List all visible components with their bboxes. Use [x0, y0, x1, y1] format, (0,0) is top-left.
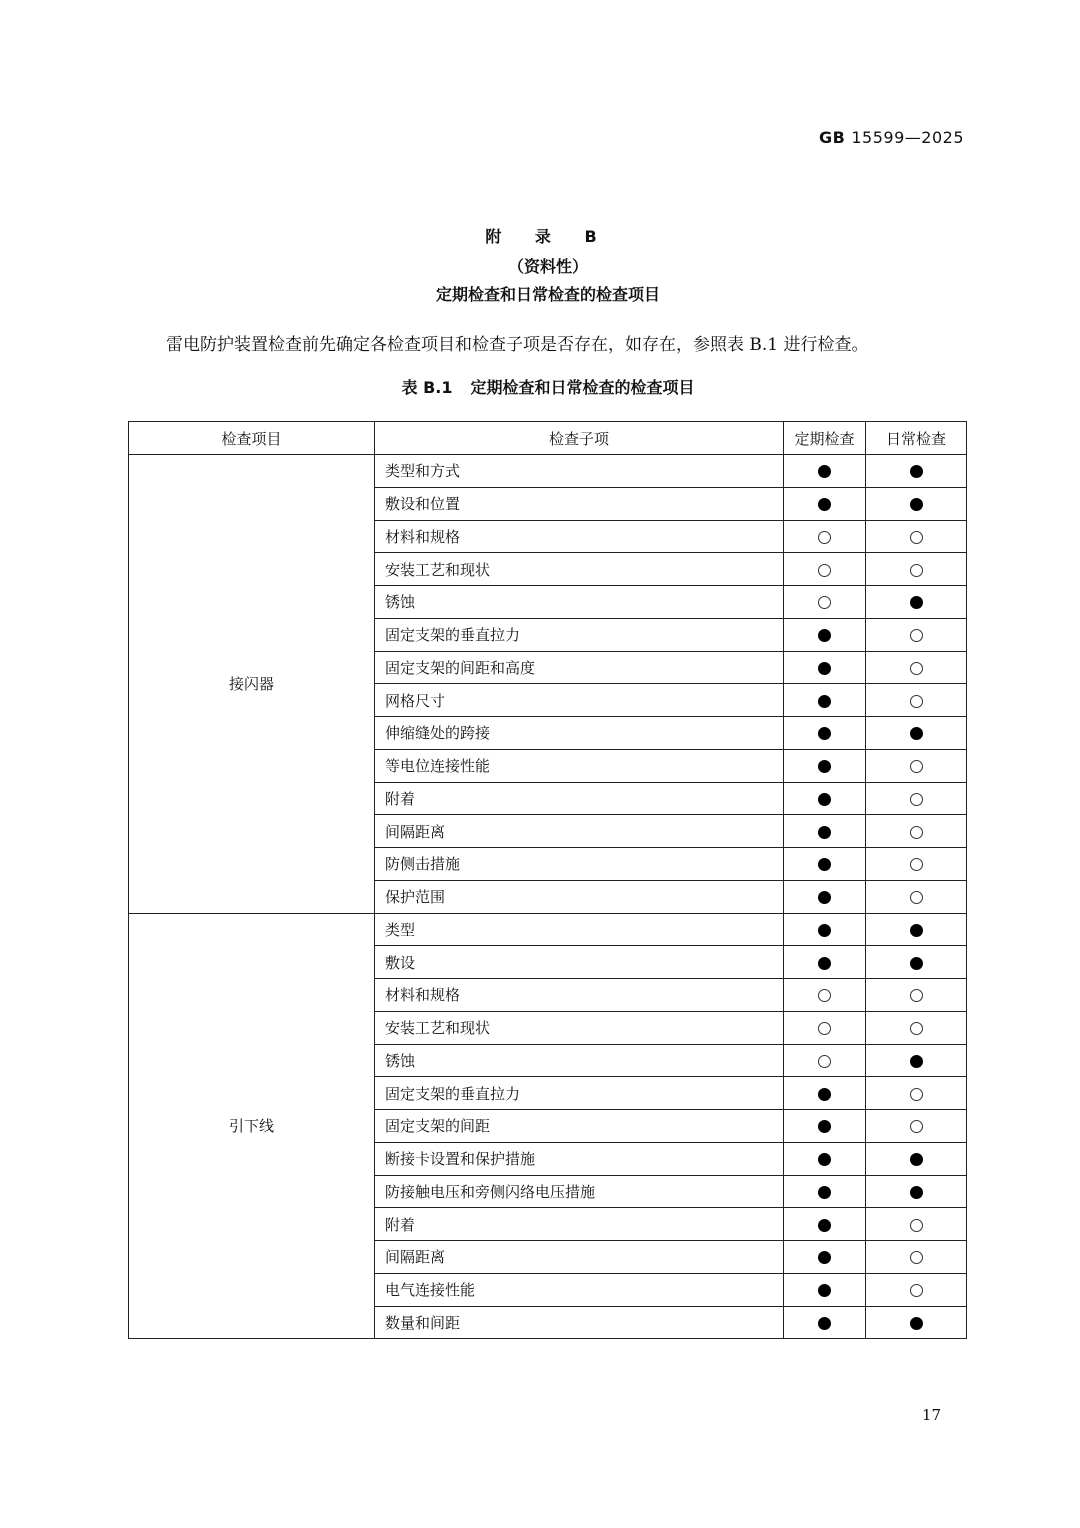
inspection-subitem: 断接卡设置和保护措施: [375, 1142, 784, 1175]
inspection-subitem: 固定支架的垂直拉力: [375, 618, 784, 651]
appendix-title: 附 录 B: [485, 227, 611, 246]
open-circle-icon: [910, 564, 923, 577]
periodic-check-cell: [784, 979, 866, 1012]
inspection-subitem: 固定支架的垂直拉力: [375, 1077, 784, 1110]
daily-check-cell: [866, 1306, 967, 1339]
inspection-subitem: 伸缩缝处的跨接: [375, 717, 784, 750]
periodic-check-cell: [784, 586, 866, 619]
filled-circle-icon: [818, 760, 831, 773]
appendix-subject: 定期检查和日常检查的检查项目: [435, 285, 660, 304]
inspection-subitem: 锈蚀: [375, 586, 784, 619]
open-circle-icon: [910, 826, 923, 839]
filled-circle-icon: [910, 957, 923, 970]
filled-circle-icon: [818, 695, 831, 708]
filled-circle-icon: [910, 498, 923, 511]
col-header-subitem: 检查子项: [375, 422, 784, 455]
periodic-check-cell: [784, 520, 866, 553]
periodic-check-cell: [784, 684, 866, 717]
open-circle-icon: [910, 858, 923, 871]
open-circle-icon: [910, 1251, 923, 1264]
filled-circle-icon: [818, 793, 831, 806]
inspection-subitem: 网格尺寸: [375, 684, 784, 717]
inspection-subitem: 敷设: [375, 946, 784, 979]
inspection-item: 引下线: [129, 913, 375, 1339]
col-header-daily: 日常检查: [866, 422, 967, 455]
inspection-subitem: 电气连接性能: [375, 1273, 784, 1306]
filled-circle-icon: [818, 1186, 831, 1199]
open-circle-icon: [818, 1022, 831, 1035]
open-circle-icon: [910, 629, 923, 642]
periodic-check-cell: [784, 618, 866, 651]
periodic-check-cell: [784, 1142, 866, 1175]
open-circle-icon: [910, 662, 923, 675]
filled-circle-icon: [818, 858, 831, 871]
daily-check-cell: [866, 979, 967, 1012]
open-circle-icon: [910, 1120, 923, 1133]
filled-circle-icon: [910, 727, 923, 740]
filled-circle-icon: [818, 957, 831, 970]
daily-check-cell: [866, 848, 967, 881]
open-circle-icon: [818, 989, 831, 1002]
appendix-nature: （资料性）: [507, 257, 588, 276]
filled-circle-icon: [818, 727, 831, 740]
filled-circle-icon: [818, 1251, 831, 1264]
standard-prefix: GB: [819, 128, 846, 147]
filled-circle-icon: [818, 498, 831, 511]
daily-check-cell: [866, 487, 967, 520]
inspection-subitem: 保护范围: [375, 880, 784, 913]
daily-check-cell: [866, 1208, 967, 1241]
open-circle-icon: [910, 1219, 923, 1232]
daily-check-cell: [866, 618, 967, 651]
col-header-periodic: 定期检查: [784, 422, 866, 455]
col-header-item: 检查项目: [129, 422, 375, 455]
daily-check-cell: [866, 651, 967, 684]
inspection-subitem: 材料和规格: [375, 979, 784, 1012]
periodic-check-cell: [784, 1110, 866, 1143]
filled-circle-icon: [818, 1284, 831, 1297]
daily-check-cell: [866, 717, 967, 750]
inspection-subitem: 防接触电压和旁侧闪络电压措施: [375, 1175, 784, 1208]
periodic-check-cell: [784, 749, 866, 782]
inspection-subitem: 敷设和位置: [375, 487, 784, 520]
open-circle-icon: [818, 1055, 831, 1068]
table-body: [129, 455, 967, 1339]
periodic-check-cell: [784, 717, 866, 750]
periodic-check-cell: [784, 1044, 866, 1077]
periodic-check-cell: [784, 1273, 866, 1306]
daily-check-cell: [866, 1044, 967, 1077]
inspection-subitem: 安装工艺和现状: [375, 553, 784, 586]
periodic-check-cell: [784, 455, 866, 488]
daily-check-cell: [866, 913, 967, 946]
appendix-titles: [0, 224, 1080, 310]
inspection-subitem: 固定支架的间距和高度: [375, 651, 784, 684]
open-circle-icon: [818, 531, 831, 544]
filled-circle-icon: [818, 1120, 831, 1133]
daily-check-cell: [866, 520, 967, 553]
periodic-check-cell: [784, 1077, 866, 1110]
periodic-check-cell: [784, 1241, 866, 1274]
open-circle-icon: [910, 760, 923, 773]
inspection-subitem: 锈蚀: [375, 1044, 784, 1077]
filled-circle-icon: [818, 1317, 831, 1330]
daily-check-cell: [866, 1011, 967, 1044]
open-circle-icon: [818, 596, 831, 609]
inspection-subitem: 类型和方式: [375, 455, 784, 488]
filled-circle-icon: [910, 1055, 923, 1068]
daily-check-cell: [866, 684, 967, 717]
inspection-subitem: 附着: [375, 782, 784, 815]
filled-circle-icon: [818, 1088, 831, 1101]
filled-circle-icon: [818, 1219, 831, 1232]
filled-circle-icon: [818, 662, 831, 675]
filled-circle-icon: [910, 1153, 923, 1166]
filled-circle-icon: [910, 1317, 923, 1330]
daily-check-cell: [866, 586, 967, 619]
open-circle-icon: [910, 891, 923, 904]
periodic-check-cell: [784, 1011, 866, 1044]
filled-circle-icon: [818, 1153, 831, 1166]
periodic-check-cell: [784, 487, 866, 520]
intro-paragraph: 雷电防护装置检查前先确定各检查项目和检查子项是否存在，如存在，参照表 B.1 进行检查。: [166, 335, 869, 355]
daily-check-cell: [866, 1175, 967, 1208]
inspection-subitem: 类型: [375, 913, 784, 946]
periodic-check-cell: [784, 1208, 866, 1241]
periodic-check-cell: [784, 880, 866, 913]
page-number: 17: [922, 1406, 942, 1424]
inspection-subitem: 间隔距离: [375, 1241, 784, 1274]
open-circle-icon: [910, 1022, 923, 1035]
inspection-subitem: 附着: [375, 1208, 784, 1241]
periodic-check-cell: [784, 1175, 866, 1208]
filled-circle-icon: [818, 465, 831, 478]
daily-check-cell: [866, 455, 967, 488]
daily-check-cell: [866, 1110, 967, 1143]
inspection-subitem: 等电位连接性能: [375, 749, 784, 782]
daily-check-cell: [866, 1241, 967, 1274]
inspection-subitem: 材料和规格: [375, 520, 784, 553]
filled-circle-icon: [910, 1186, 923, 1199]
periodic-check-cell: [784, 848, 866, 881]
periodic-check-cell: [784, 913, 866, 946]
daily-check-cell: [866, 1077, 967, 1110]
inspection-table: [128, 421, 967, 1339]
table-caption-id: 表 B.1: [401, 378, 453, 397]
table-row: [129, 455, 967, 488]
inspection-item: 接闪器: [129, 455, 375, 914]
periodic-check-cell: [784, 782, 866, 815]
daily-check-cell: [866, 553, 967, 586]
filled-circle-icon: [818, 891, 831, 904]
daily-check-cell: [866, 815, 967, 848]
open-circle-icon: [910, 989, 923, 1002]
filled-circle-icon: [910, 596, 923, 609]
standard-code: [819, 128, 964, 147]
table-caption-title: 定期检查和日常检查的检查项目: [470, 378, 695, 397]
filled-circle-icon: [818, 826, 831, 839]
open-circle-icon: [910, 695, 923, 708]
filled-circle-icon: [910, 465, 923, 478]
periodic-check-cell: [784, 651, 866, 684]
table-row: [129, 913, 967, 946]
daily-check-cell: [866, 1142, 967, 1175]
table-header-row: [129, 422, 967, 455]
daily-check-cell: [866, 946, 967, 979]
standard-number: 15599—2025: [851, 128, 964, 147]
table-caption: [0, 375, 1080, 398]
filled-circle-icon: [818, 924, 831, 937]
open-circle-icon: [910, 1284, 923, 1297]
open-circle-icon: [818, 564, 831, 577]
inspection-subitem: 固定支架的间距: [375, 1110, 784, 1143]
daily-check-cell: [866, 1273, 967, 1306]
periodic-check-cell: [784, 946, 866, 979]
open-circle-icon: [910, 1088, 923, 1101]
daily-check-cell: [866, 782, 967, 815]
filled-circle-icon: [818, 629, 831, 642]
periodic-check-cell: [784, 1306, 866, 1339]
inspection-subitem: 安装工艺和现状: [375, 1011, 784, 1044]
daily-check-cell: [866, 880, 967, 913]
inspection-subitem: 防侧击措施: [375, 848, 784, 881]
filled-circle-icon: [910, 924, 923, 937]
open-circle-icon: [910, 793, 923, 806]
periodic-check-cell: [784, 815, 866, 848]
daily-check-cell: [866, 749, 967, 782]
periodic-check-cell: [784, 553, 866, 586]
inspection-subitem: 间隔距离: [375, 815, 784, 848]
inspection-subitem: 数量和间距: [375, 1306, 784, 1339]
open-circle-icon: [910, 531, 923, 544]
